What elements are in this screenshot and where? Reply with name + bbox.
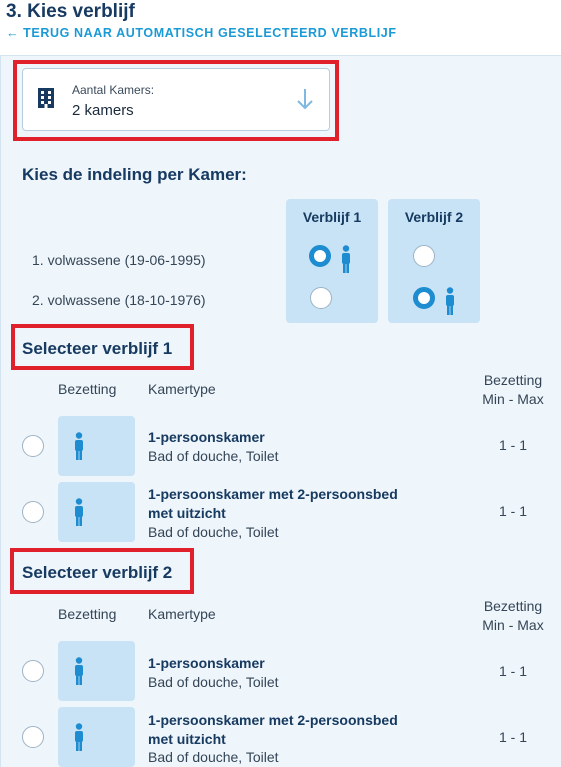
room-count-value: 2 kamers	[72, 102, 134, 119]
adult-1-verblijf-1-radio[interactable]	[309, 245, 331, 267]
room-occupancy-thumb	[58, 641, 135, 701]
verblijf-column-2	[388, 199, 480, 323]
room-occupancy-thumb	[58, 482, 135, 542]
highlight-section-1	[11, 324, 194, 370]
highlight-section-2	[10, 548, 194, 594]
adult-2-verblijf-2-radio[interactable]	[413, 287, 435, 309]
occupancy-header: Bezetting	[58, 606, 117, 622]
room-name: 1-persoonskamer	[148, 655, 265, 671]
room-name-line1: 1-persoonskamer met 2-persoonsbed	[148, 486, 398, 502]
room-capacity: 1 - 1	[498, 437, 527, 453]
person-icon	[73, 723, 85, 751]
room-type-header: Kamertype	[148, 606, 216, 622]
room-select-radio[interactable]	[22, 660, 44, 682]
room-select-radio[interactable]	[22, 501, 44, 523]
room-facilities: Bad of douche, Toilet	[148, 524, 279, 540]
room-name-line2: met uitzicht	[148, 505, 226, 521]
person-icon	[73, 498, 85, 526]
room-type-header: Kamertype	[148, 381, 216, 397]
room-name: 1-persoonskamer	[148, 429, 265, 445]
room-name-line2: met uitzicht	[148, 731, 226, 747]
minmax-header-line1: Bezetting	[483, 598, 543, 614]
back-to-auto-selected-link[interactable]: ← TERUG NAAR AUTOMATISCH GESELECTEERD VERBLIJF	[6, 26, 397, 40]
person-icon	[340, 245, 352, 273]
step-title: 3. Kies verblijf	[6, 1, 135, 22]
person-icon	[73, 657, 85, 685]
room-facilities: Bad of douche, Toilet	[148, 749, 279, 765]
room-capacity: 1 - 1	[498, 663, 527, 679]
adult-1-label: 1. volwassene (19-06-1995)	[32, 252, 206, 268]
adult-2-verblijf-1-radio[interactable]	[310, 287, 332, 309]
section-2-title: Selecteer verblijf 2	[22, 563, 173, 582]
minmax-header	[473, 371, 553, 409]
person-icon	[73, 432, 85, 460]
minmax-header-line2: Min - Max	[482, 617, 544, 633]
room-name-line1: 1-persoonskamer met 2-persoonsbed	[148, 712, 398, 728]
verblijf-2-header: Verblijf 2	[404, 209, 464, 225]
room-capacity: 1 - 1	[498, 729, 527, 745]
indeling-title: Kies de indeling per Kamer:	[22, 165, 247, 184]
room-occupancy-thumb	[58, 707, 135, 767]
room-occupancy-thumb	[58, 416, 135, 476]
room-select-radio[interactable]	[22, 726, 44, 748]
room-facilities: Bad of douche, Toilet	[148, 448, 279, 464]
adult-2-label: 2. volwassene (18-10-1976)	[32, 292, 206, 308]
minmax-header	[473, 597, 553, 635]
adult-1-verblijf-2-radio[interactable]	[413, 245, 435, 267]
minmax-header-line1: Bezetting	[483, 372, 543, 388]
occupancy-header: Bezetting	[58, 381, 117, 397]
room-select-radio[interactable]	[22, 435, 44, 457]
section-1-title: Selecteer verblijf 1	[22, 339, 173, 358]
room-count-label: Aantal Kamers:	[72, 83, 155, 97]
verblijf-1-header: Verblijf 1	[302, 209, 362, 225]
person-icon	[444, 287, 456, 315]
highlight-room-count	[13, 60, 339, 141]
minmax-header-line2: Min - Max	[482, 391, 544, 407]
room-capacity: 1 - 1	[498, 503, 527, 519]
verblijf-column-1	[286, 199, 378, 323]
room-facilities: Bad of douche, Toilet	[148, 674, 279, 690]
